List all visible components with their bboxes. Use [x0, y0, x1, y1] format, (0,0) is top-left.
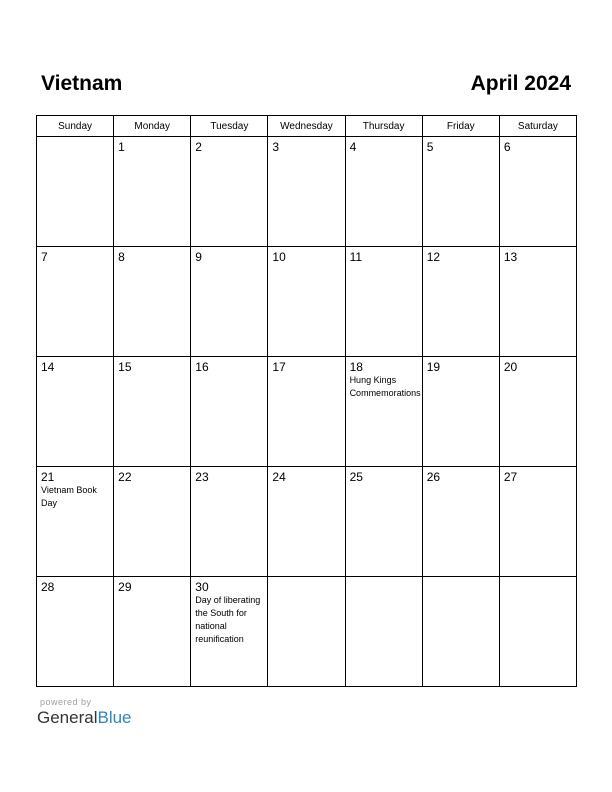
- day-number: [423, 577, 499, 580]
- day-number: 23: [195, 470, 209, 484]
- day-cell: [191, 137, 268, 247]
- day-cell: [268, 247, 345, 357]
- day-cell: [268, 467, 345, 577]
- day-number: 25: [349, 470, 363, 484]
- day-cell: [345, 357, 422, 467]
- day-number: 20: [503, 360, 518, 374]
- day-cell: [37, 577, 114, 687]
- day-cell: [499, 467, 576, 577]
- day-number: 29: [118, 580, 132, 594]
- day-cell: [345, 577, 422, 687]
- day-number: 27: [503, 470, 518, 484]
- day-cell: [191, 357, 268, 467]
- day-cell: [345, 467, 422, 577]
- day-number: [268, 577, 344, 580]
- holiday-label: Day of liberating the South for national reunification: [195, 595, 261, 644]
- day-cell: [499, 357, 576, 467]
- weekday-wednesday: Wednesday: [268, 116, 345, 137]
- day-number: 18: [349, 360, 363, 374]
- day-number: [37, 137, 113, 140]
- day-number: 22: [118, 470, 132, 484]
- day-number: 24: [272, 470, 286, 484]
- powered-by-label: powered by: [40, 697, 92, 707]
- week-row: [37, 137, 577, 247]
- day-cell: [345, 137, 422, 247]
- week-row: [37, 467, 577, 577]
- brand-blue-text: Blue: [97, 708, 132, 727]
- day-number: 3: [272, 140, 280, 154]
- day-cell: [422, 467, 499, 577]
- weekday-thursday: Thursday: [345, 116, 422, 137]
- day-cell: [345, 247, 422, 357]
- day-number: 8: [118, 250, 125, 264]
- holiday-label: Vietnam Book Day: [41, 485, 97, 508]
- day-number: 7: [41, 250, 48, 264]
- day-cell: [37, 357, 114, 467]
- day-number: 13: [503, 250, 518, 264]
- day-number: 30: [195, 580, 209, 594]
- day-cell: [499, 247, 576, 357]
- day-cell: [422, 357, 499, 467]
- generalblue-logo[interactable]: [37, 708, 132, 728]
- month-year-title: April 2024: [470, 72, 571, 95]
- day-number: 28: [41, 580, 55, 594]
- day-cell: [268, 357, 345, 467]
- week-row: [37, 577, 577, 687]
- brand-general-text: General: [37, 708, 98, 727]
- weekday-monday: Monday: [114, 116, 191, 137]
- weekday-friday: Friday: [422, 116, 499, 137]
- day-number: [500, 577, 576, 580]
- day-number: 5: [426, 140, 434, 154]
- day-number: 16: [195, 360, 209, 374]
- day-number: [346, 577, 422, 580]
- day-cell: [37, 247, 114, 357]
- calendar-grid: [36, 115, 577, 687]
- day-cell: [422, 247, 499, 357]
- day-number: 9: [195, 250, 202, 264]
- day-number: 6: [503, 140, 511, 154]
- day-number: 11: [349, 250, 363, 264]
- day-number: 21: [41, 470, 55, 484]
- day-cell: [114, 247, 191, 357]
- day-cell: [191, 577, 268, 687]
- day-cell: [499, 577, 576, 687]
- weekday-saturday: Saturday: [499, 116, 576, 137]
- day-cell: [268, 137, 345, 247]
- holiday-label: Hung Kings Commemorations: [349, 375, 421, 398]
- day-number: 1: [118, 140, 125, 154]
- day-number: 15: [118, 360, 132, 374]
- day-number: 17: [272, 360, 286, 374]
- day-number: 26: [426, 470, 441, 484]
- day-cell: [499, 137, 576, 247]
- day-number: 14: [41, 360, 55, 374]
- weekday-sunday: Sunday: [37, 116, 114, 137]
- weekday-header-row: [37, 116, 577, 137]
- day-number: 10: [272, 250, 286, 264]
- day-cell: [114, 137, 191, 247]
- day-cell: [268, 577, 345, 687]
- day-cell: [191, 247, 268, 357]
- day-cell: [114, 467, 191, 577]
- day-number: 4: [349, 140, 357, 154]
- day-number: 12: [426, 250, 441, 264]
- day-cell: [37, 467, 114, 577]
- country-title: Vietnam: [41, 72, 123, 95]
- day-cell: [422, 137, 499, 247]
- week-row: [37, 357, 577, 467]
- week-row: [37, 247, 577, 357]
- day-cell: [114, 357, 191, 467]
- day-number: 2: [195, 140, 202, 154]
- day-cell: [37, 137, 114, 247]
- day-number: 19: [426, 360, 441, 374]
- day-cell: [191, 467, 268, 577]
- day-cell: [422, 577, 499, 687]
- day-cell: [114, 577, 191, 687]
- weekday-tuesday: Tuesday: [191, 116, 268, 137]
